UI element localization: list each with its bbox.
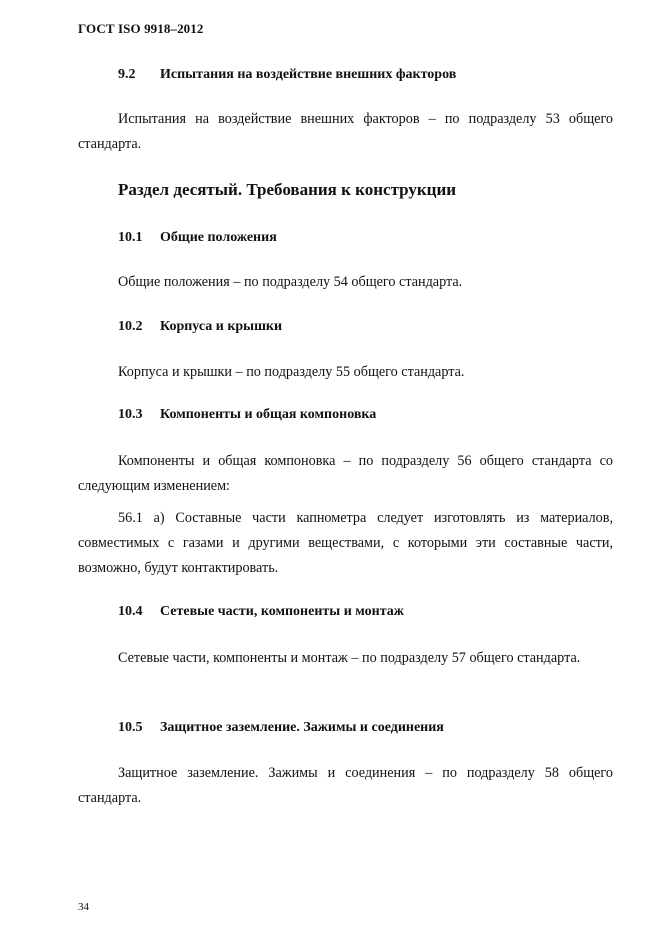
paragraph-10-4: Сетевые части, компоненты и монтаж – по подразделу 57 общего стандарта. (118, 650, 581, 666)
paragraph-10-5: Защитное заземление. Зажимы и соединения – по подразделу 58 общего стандарта. (78, 765, 613, 806)
subsection-heading-10-4 (118, 604, 404, 620)
paragraph-9-2: Испытания на воздействие внешних факторов – по подразделу 53 общего стандарта. (78, 111, 613, 152)
document-header: ГОСТ ISO 9918–2012 (78, 21, 204, 36)
chapter-heading: Раздел десятый. Требования к конструкции (118, 180, 457, 199)
subsection-number: 10.3 (118, 407, 143, 422)
subsection-number: 9.2 (118, 67, 136, 82)
subsection-heading-10-3 (118, 407, 376, 423)
subsection-number: 10.1 (118, 230, 143, 245)
subsection-number: 10.5 (118, 720, 143, 735)
subsection-title: Сетевые части, компоненты и монтаж (160, 604, 404, 619)
subsection-title: Корпуса и крышки (160, 319, 283, 334)
subsection-heading-10-5 (118, 720, 444, 736)
subsection-heading-10-1 (118, 230, 277, 246)
subsection-title: Компоненты и общая компоновка (160, 407, 377, 422)
paragraph-10-2: Корпуса и крышки – по подразделу 55 общего стандарта. (118, 364, 465, 380)
subsection-number: 10.2 (118, 319, 143, 334)
subsection-number: 10.4 (118, 604, 143, 619)
subsection-title: Защитное заземление. Зажимы и соединения (160, 720, 444, 735)
subsection-title: Испытания на воздействие внешних факторов (160, 67, 457, 82)
subsection-heading-9-2 (118, 67, 456, 83)
subsection-title: Общие положения (160, 230, 277, 245)
page-number: 34 (78, 901, 89, 913)
paragraph-10-1: Общие положения – по подразделу 54 общего стандарта. (118, 274, 463, 290)
subsection-heading-10-2 (118, 319, 282, 335)
paragraph-56-1-a: 56.1 а) Составные части капнометра следует изготовлять из материалов, совместимых с газами и другими веществами, с которыми эти составные части, возможно, будут контактировать. (78, 510, 613, 576)
paragraph-10-3: Компоненты и общая компоновка – по подразделу 56 общего стандарта со следующим изменением: (78, 453, 613, 494)
